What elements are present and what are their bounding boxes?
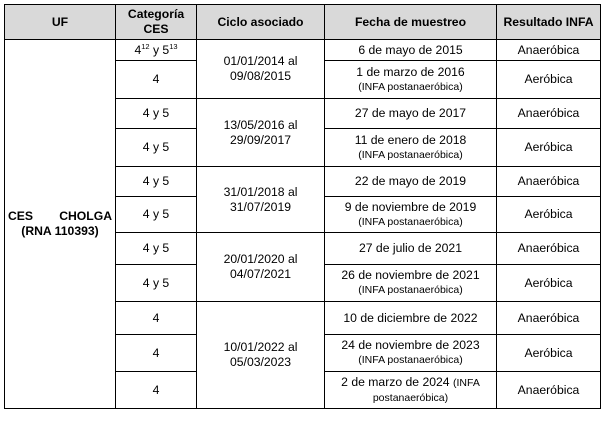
header-row — [5, 5, 601, 40]
resultado-cell: Anaeróbica — [497, 233, 601, 265]
fecha-cell: 27 de julio de 2021 — [325, 233, 497, 265]
ciclo-cell: 31/01/2018 al 31/07/2019 — [197, 167, 325, 233]
resultado-cell: Aeróbica — [497, 129, 601, 167]
fecha-cell: 1 de marzo de 2016 (INFA postanaeróbica) — [325, 61, 497, 99]
resultado-cell: Aeróbica — [497, 197, 601, 233]
categoria-cell: 4 — [116, 335, 197, 372]
infa-results-table — [4, 4, 601, 409]
fecha-cell: 24 de noviembre de 2023 (INFA postanaeróbica) — [325, 335, 497, 372]
resultado-cell: Anaeróbica — [497, 167, 601, 197]
table-row — [5, 40, 601, 61]
fecha-cell: 11 de enero de 2018 (INFA postanaeróbica) — [325, 129, 497, 167]
uf-name-part: CES — [8, 209, 34, 223]
fecha-cell: 9 de noviembre de 2019 (INFA postanaeróbica) — [325, 197, 497, 233]
resultado-cell: Aeróbica — [497, 335, 601, 372]
fecha-cell: 6 de mayo de 2015 — [325, 40, 497, 61]
categoria-cell: 4 y 5 — [116, 167, 197, 197]
categoria-cell: 4 y 5 — [116, 197, 197, 233]
categoria-cell: 4 — [116, 372, 197, 409]
ciclo-cell: 13/05/2016 al 29/09/2017 — [197, 99, 325, 167]
resultado-cell: Aeróbica — [497, 61, 601, 99]
categoria-cell: 4 — [116, 302, 197, 335]
categoria-cell: 4 y 5 — [116, 265, 197, 302]
header-uf: UF — [5, 5, 116, 40]
fecha-cell: 27 de mayo de 2017 — [325, 99, 497, 129]
uf-rna: (RNA 110393) — [21, 224, 99, 238]
fecha-cell: 2 de marzo de 2024 (INFA postanaeróbica) — [325, 372, 497, 409]
header-fecha: Fecha de muestreo — [325, 5, 497, 40]
ciclo-cell: 01/01/2014 al 09/08/2015 — [197, 40, 325, 99]
categoria-cell: 4 y 5 — [116, 129, 197, 167]
header-resultado: Resultado INFA — [497, 5, 601, 40]
resultado-cell: Anaeróbica — [497, 302, 601, 335]
categoria-cell: 4 y 5 — [116, 99, 197, 129]
resultado-cell: Anaeróbica — [497, 40, 601, 61]
resultado-cell: Aeróbica — [497, 265, 601, 302]
fecha-cell: 10 de diciembre de 2022 — [325, 302, 497, 335]
uf-name-part: CHOLGA — [59, 209, 112, 223]
uf-cell — [5, 40, 116, 409]
categoria-cell: 4 y 5 — [116, 233, 197, 265]
ciclo-cell: 10/01/2022 al 05/03/2023 — [197, 302, 325, 409]
categoria-cell: 4 — [116, 61, 197, 99]
resultado-cell: Anaeróbica — [497, 99, 601, 129]
fecha-cell: 22 de mayo de 2019 — [325, 167, 497, 197]
fecha-cell: 26 de noviembre de 2021 (INFA postanaeróbica) — [325, 265, 497, 302]
resultado-cell: Anaeróbica — [497, 372, 601, 409]
header-ciclo: Ciclo asociado — [197, 5, 325, 40]
header-categoria: Categoría CES — [116, 5, 197, 40]
ciclo-cell: 20/01/2020 al 04/07/2021 — [197, 233, 325, 302]
categoria-cell: $4^{12}$ y $5^{13}$ — [116, 40, 197, 61]
